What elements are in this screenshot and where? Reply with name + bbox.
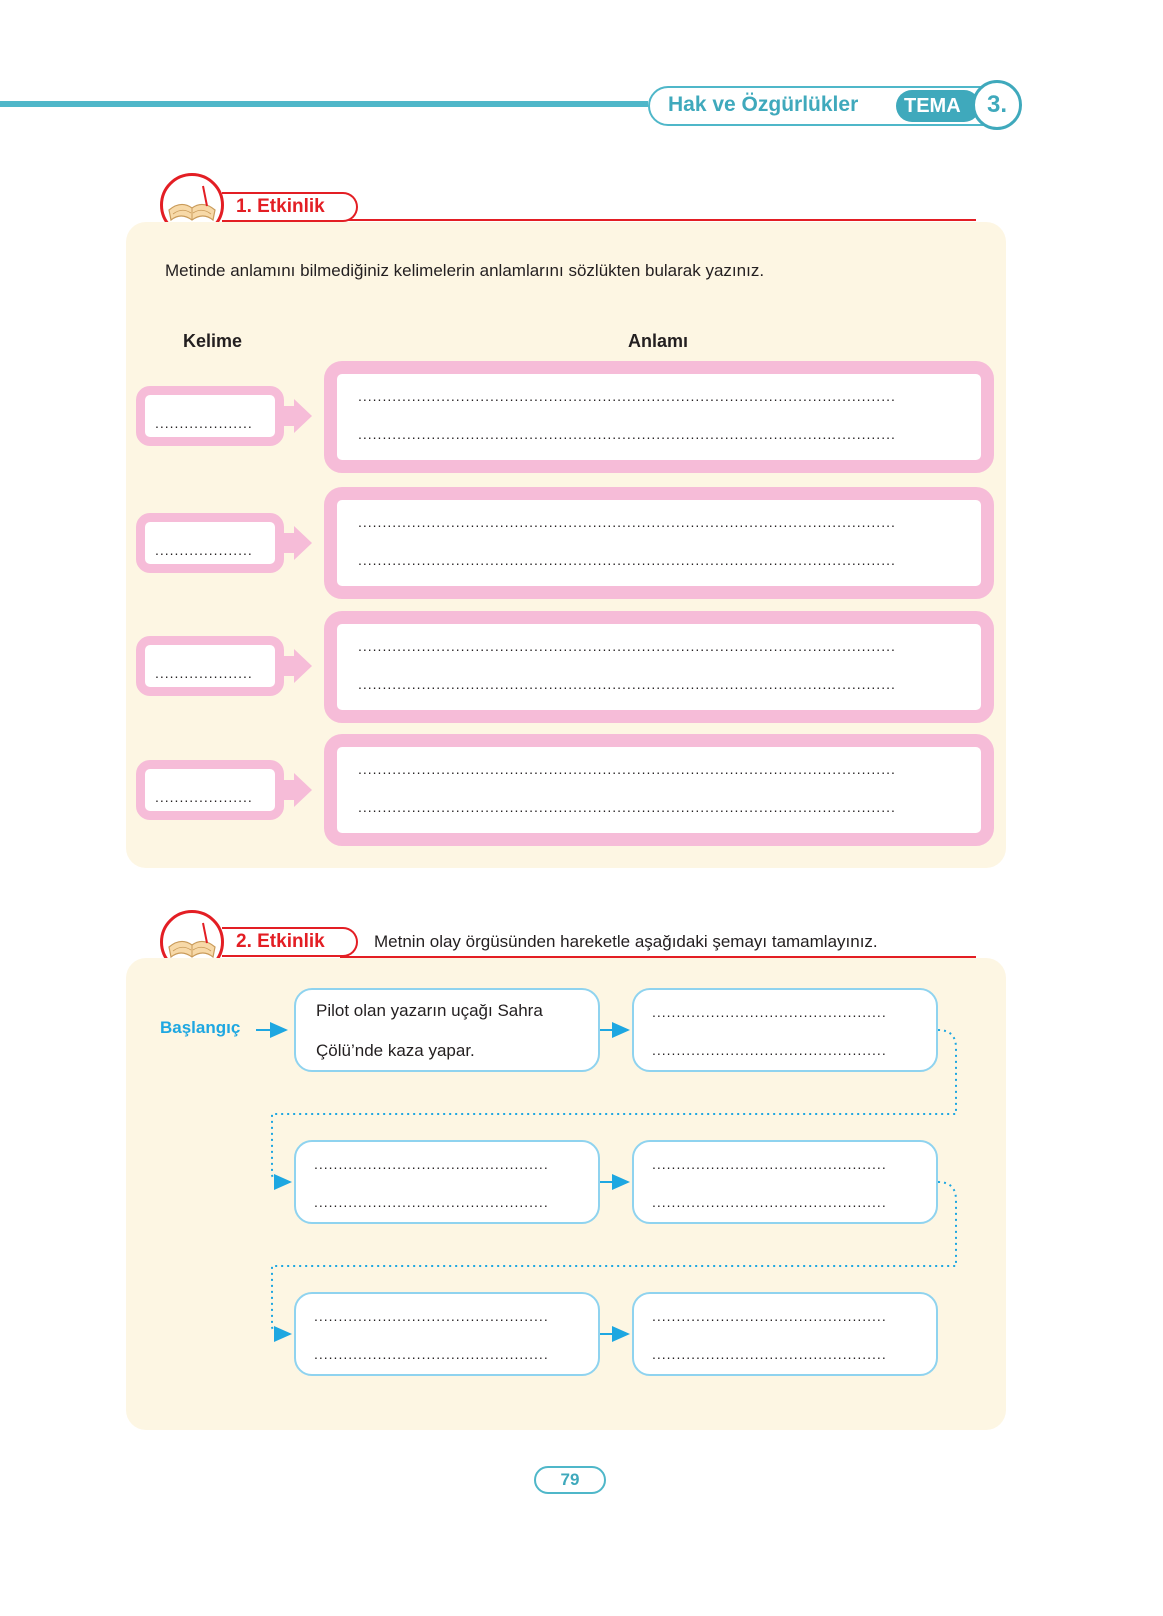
flow-blank-line: ................................................ (652, 1346, 887, 1362)
theme-tag: TEMA (896, 90, 980, 122)
theme-number: 3. (972, 80, 1022, 130)
flow-box-blank[interactable] (632, 1140, 938, 1224)
flow-blank-line: ................................................ (652, 1156, 887, 1172)
flow-box-blank[interactable] (632, 988, 938, 1072)
word-field[interactable]: .................... (136, 386, 284, 446)
flow-blank-line: ................................................ (314, 1346, 549, 1362)
meaning-field[interactable] (324, 361, 994, 473)
flow-box-blank[interactable] (294, 1292, 600, 1376)
meaning-field[interactable] (324, 611, 994, 723)
header-rule (0, 101, 648, 107)
column-header-word: Kelime (183, 331, 243, 351)
activity2-label: 2. Etkinlik (222, 927, 358, 957)
start-label: Başlangıç (160, 1018, 241, 1037)
page-number: 79 (534, 1466, 606, 1494)
flow-blank-line: ................................................ (314, 1308, 549, 1324)
meaning-field[interactable] (324, 487, 994, 599)
flow-blank-line: ................................................ (652, 1004, 887, 1020)
arrow-right-icon (294, 649, 312, 683)
activity2-instruction: Metnin olay örgüsünden hareketle aşağıdaki şemayı tamamlayınız. (374, 932, 882, 952)
flow-box-blank[interactable] (294, 1140, 600, 1224)
flow-blank-line: ................................................ (314, 1156, 549, 1172)
activity1-instruction: Metinde anlamını bilmediğiniz kelimelerin anlamlarını sözlükten bularak yazınız. (165, 261, 765, 280)
flow-blank-line: ................................................ (314, 1194, 549, 1210)
flow-text-line: Pilot olan yazarın uçağı Sahra (316, 1001, 543, 1020)
meaning-line: .............................................................................................................. (358, 388, 896, 404)
activity1-rule (340, 219, 976, 221)
theme-title: Hak ve Özgürlükler (668, 93, 859, 116)
column-header-meaning: Anlamı (628, 331, 689, 351)
word-field[interactable]: .................... (136, 760, 284, 820)
flow-blank-line: ................................................ (652, 1194, 887, 1210)
word-field[interactable]: .................... (136, 636, 284, 696)
meaning-line: .............................................................................................................. (358, 426, 896, 442)
word-field[interactable]: .................... (136, 513, 284, 573)
meaning-line: .............................................................................................................. (358, 638, 896, 654)
flow-blank-line: ................................................ (652, 1308, 887, 1324)
meaning-field[interactable] (324, 734, 994, 846)
meaning-line: .............................................................................................................. (358, 514, 896, 530)
meaning-line: .............................................................................................................. (358, 676, 896, 692)
activity1-label: 1. Etkinlik (222, 192, 358, 222)
flow-blank-line: ................................................ (652, 1042, 887, 1058)
meaning-line: .............................................................................................................. (358, 552, 896, 568)
flow-text-line: Çölü’nde kaza yapar. (316, 1041, 475, 1060)
arrow-right-icon (294, 526, 312, 560)
arrow-right-icon (294, 399, 312, 433)
flow-box-blank[interactable] (632, 1292, 938, 1376)
meaning-line: .............................................................................................................. (358, 799, 896, 815)
meaning-line: .............................................................................................................. (358, 761, 896, 777)
arrow-right-icon (294, 773, 312, 807)
